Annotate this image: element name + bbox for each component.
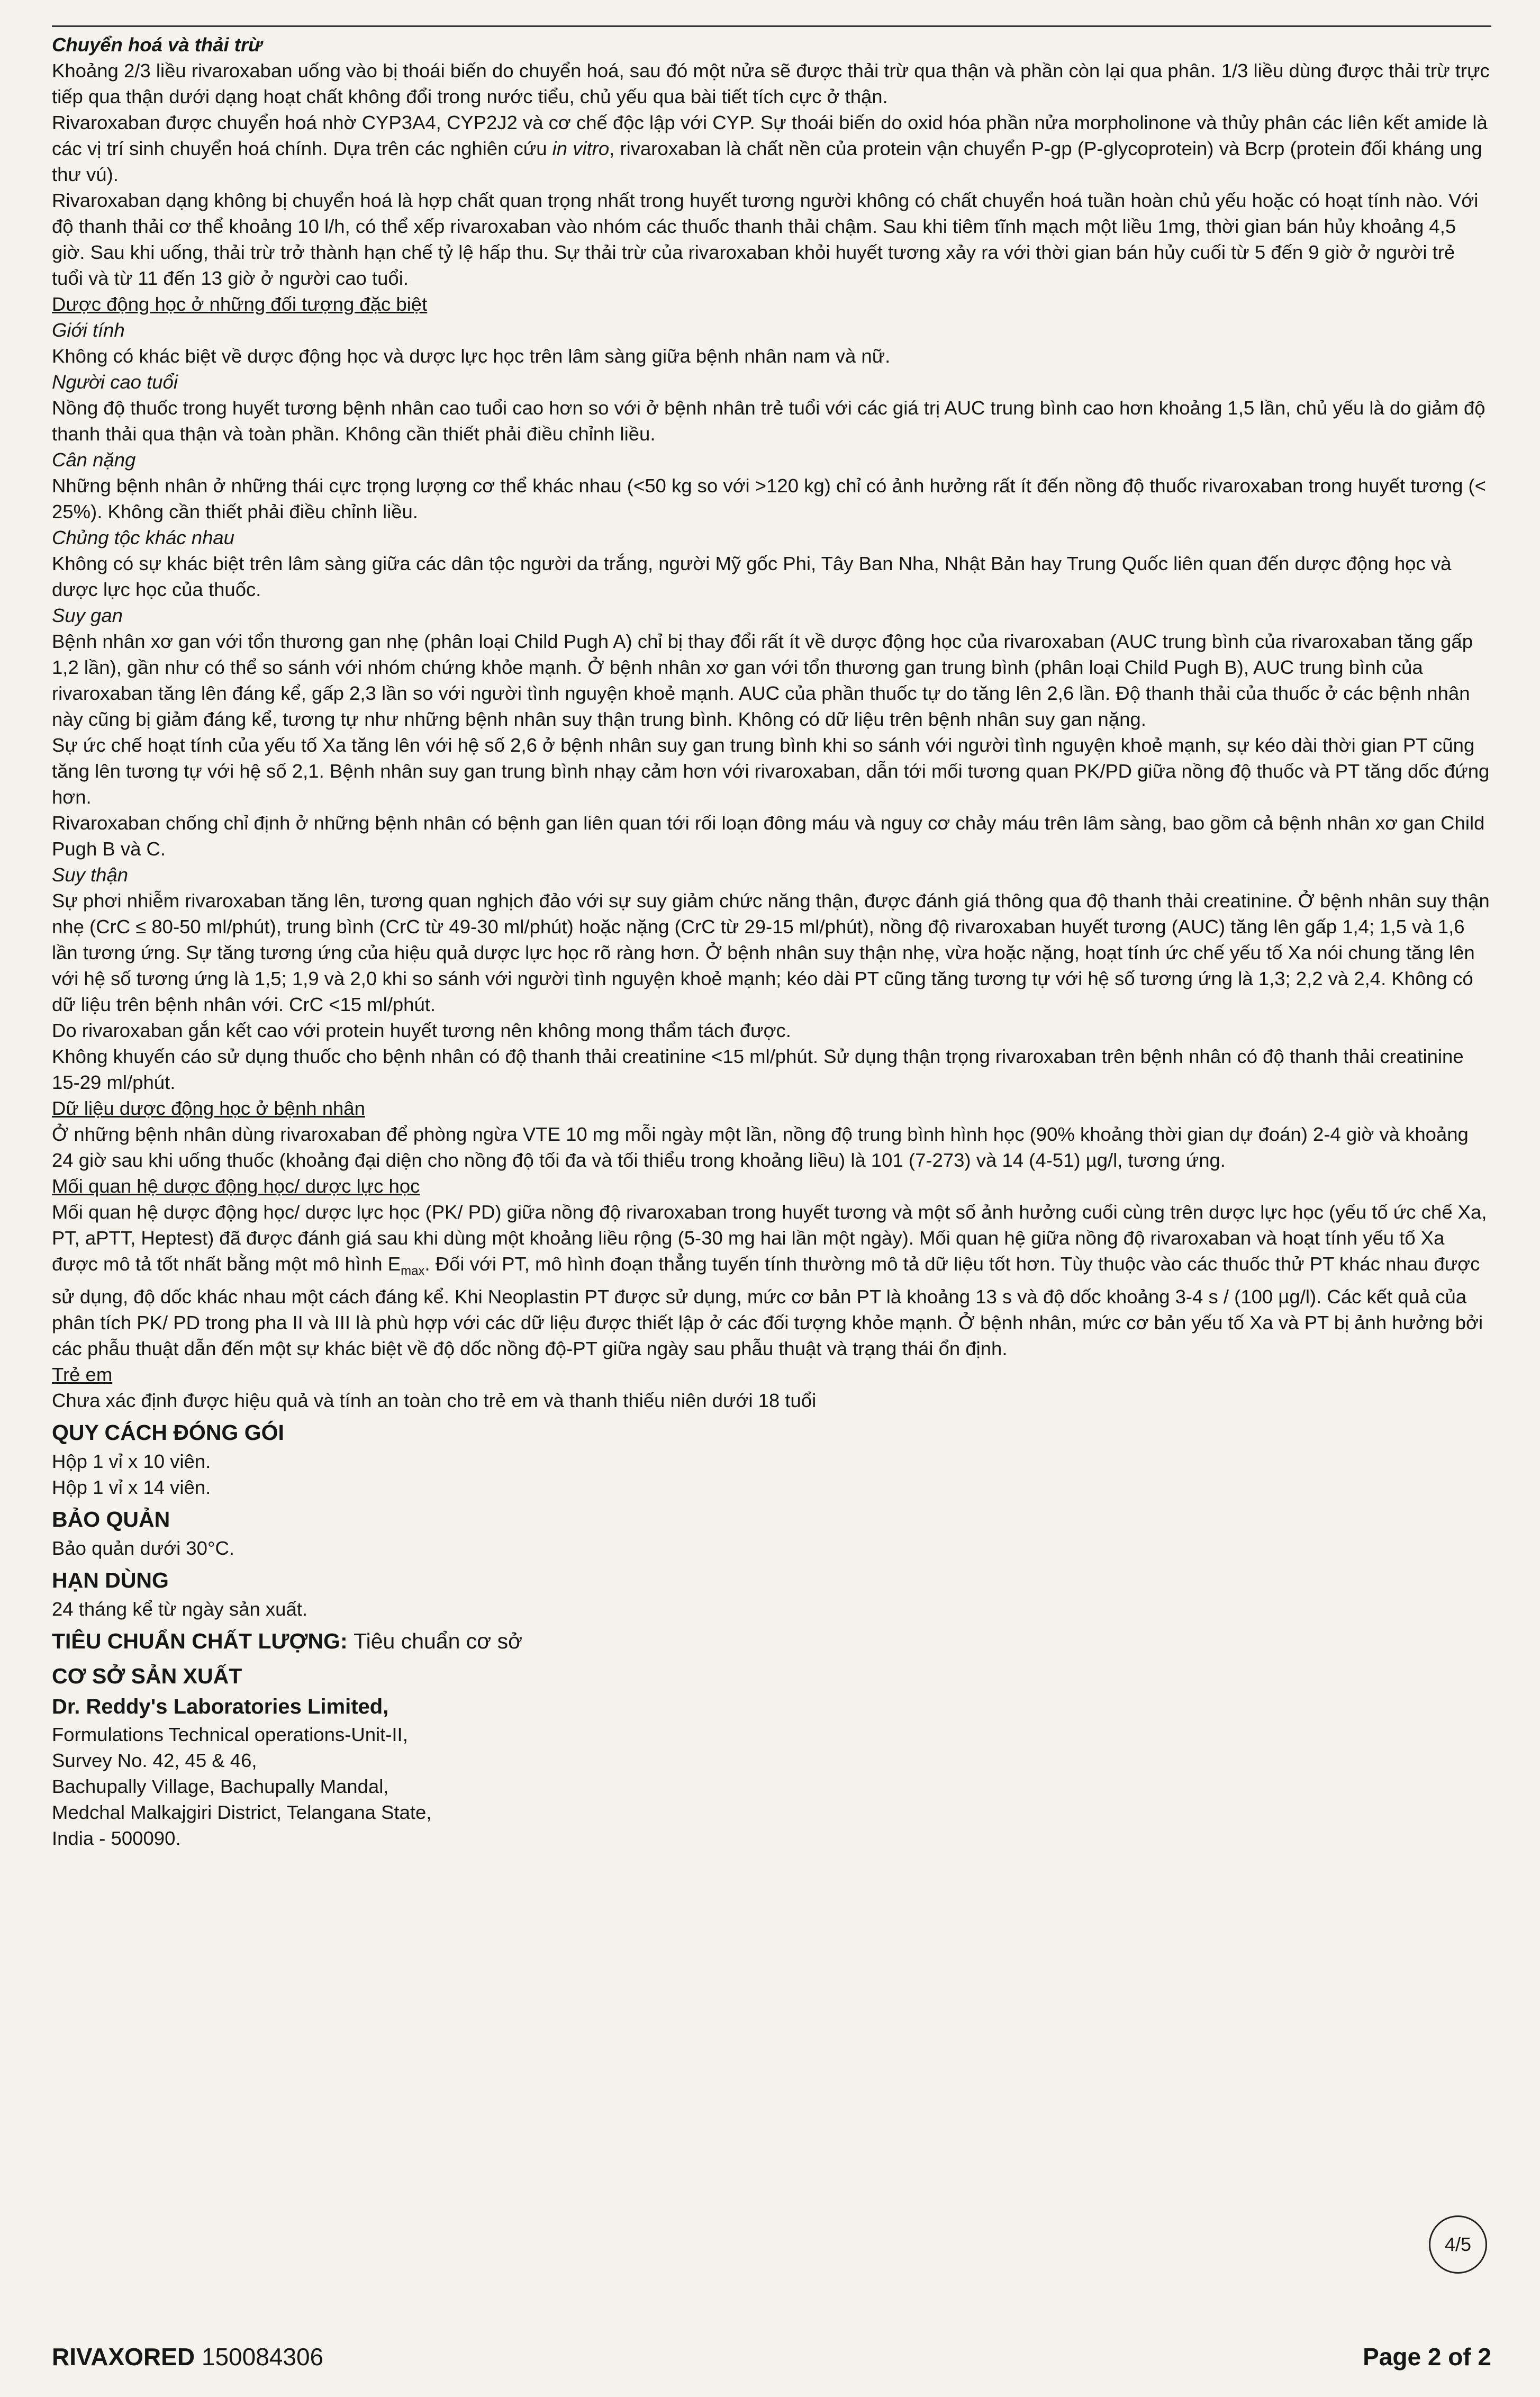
section-title-patient-data: Dữ liệu dược động học ở bệnh nhân [52, 1097, 365, 1119]
paragraph: Ở những bệnh nhân dùng rivaroxaban để phòng ngừa VTE 10 mg mỗi ngày một lần, nồng độ trung bình hình học (90% khoảng thời gian dự đoán) 2-4 giờ và khoảng 24 giờ sau khi uống thuốc (khoảng đại diện cho nồng độ tối đa và tối thiểu trong khoảng liều) là 101 (7-273) và 14 (4-51) µg/l, tương ứng. [52, 1123, 1469, 1171]
paragraph: Nồng độ thuốc trong huyết tương bệnh nhân cao tuổi cao hơn so với ở bệnh nhân trẻ tuổi với các giá trị AUC trung bình cao hơn khoảng 1,5 lần, chủ yếu là do giảm độ thanh thải qua thận và toàn phần. Không cần thiết phải điều chỉnh liều. [52, 397, 1485, 445]
footer-page-number: Page 2 of 2 [1363, 2343, 1491, 2371]
paragraph: 24 tháng kể từ ngày sản xuất. [52, 1598, 308, 1620]
address-line: Bachupally Village, Bachupally Mandal, [52, 1776, 389, 1798]
address-line: Medchal Malkajgiri District, Telangana State, [52, 1801, 432, 1824]
paragraph: Những bệnh nhân ở những thái cực trọng lượng cơ thể khác nhau (<50 kg so với >120 kg) chỉ có ảnh hưởng rất ít đến nồng độ thuốc rivaroxaban trong huyết tương (< 25%). Không cần thiết phải điều chỉnh liều. [52, 475, 1486, 522]
paragraph: Rivaroxaban được chuyển hoá nhờ CYP3A4, CYP2J2 và cơ chế độc lập với CYP. Sự thoái biến do oxid hóa phần nửa morpholinone và thủy phân các liên kết amide là các vị trí sinh chuyển hoá chính. Dựa trên các nghiên cứu in vitro, rivaroxaban là chất nền của protein vận chuyển P-gp (P-glycoprotein) và Bcrp (protein đối kháng ung thư vú). [52, 112, 1488, 185]
paragraph: Không khuyến cáo sử dụng thuốc cho bệnh nhân có độ thanh thải creatinine <15 ml/phút. Sử dụng thận trọng rivaroxaban trên bệnh nhân có độ thanh thải creatinine 15-29 ml/phút. [52, 1046, 1464, 1093]
list-item: Hộp 1 vỉ x 14 viên. [52, 1476, 211, 1499]
paragraph: Khoảng 2/3 liều rivaroxaban uống vào bị thoái biến do chuyển hoá, sau đó một nửa sẽ được thải trừ qua thận và phần còn lại qua phân. 1/3 liều dùng được thải trừ trực tiếp qua thận dưới dạng hoạt chất không đổi trong nước tiểu, chủ yếu qua bài tiết tích cực ở thận. [52, 60, 1490, 107]
paragraph: Bệnh nhân xơ gan với tổn thương gan nhẹ (phân loại Child Pugh A) chỉ bị thay đổi rất ít về dược động học của rivaroxaban (AUC trung bình của rivaroxaban tăng gấp 1,2 lần), gần như có thể so sánh với nhóm chứng khỏe mạnh. Ở bệnh nhân xơ gan với tổn thương gan trung bình (phân loại Child Pugh B), AUC trung bình của rivaroxaban tăng lên đáng kể, gấp 2,3 lần so với người tình nguyện khoẻ mạnh. AUC của phần thuốc tự do tăng lên 2,6 lần. Độ thanh thải của thuốc ở các bệnh nhân này cũng bị giảm đáng kể, tương tự như những bệnh nhân suy thận trung bình. Không có dữ liệu trên bệnh nhân suy gan nặng. [52, 630, 1473, 730]
page-marker: 4/5 [1429, 2215, 1487, 2274]
paragraph: Sự ức chế hoạt tính của yếu tố Xa tăng lên với hệ số 2,6 ở bệnh nhân suy gan trung bình khi so sánh với người tình nguyện khoẻ mạnh, sự kéo dài thời gian PT cũng tăng lên tương tự với hệ số 2,1. Bệnh nhân suy gan trung bình nhạy cảm hơn với rivaroxaban, dẫn tới mối tương quan PK/PD giữa nồng độ thuốc và PT tăng dốc đứng hơn. [52, 734, 1490, 808]
footer [52, 2341, 1491, 2373]
paragraph: Không có khác biệt về dược động học và dược lực học trên lâm sàng giữa bệnh nhân nam và nữ. [52, 345, 891, 367]
address-line: Survey No. 42, 45 & 46, [52, 1750, 257, 1772]
manufacturer-name: Dr. Reddy's Laboratories Limited, [52, 1695, 389, 1719]
section-title-manufacturer: CƠ SỞ SẢN XUẤT [52, 1664, 242, 1689]
paragraph: Bảo quản dưới 30°C. [52, 1537, 235, 1560]
section-title-packing: QUY CÁCH ĐÓNG GÓI [52, 1420, 284, 1445]
footer-brand: RIVAXORED [52, 2343, 195, 2371]
paragraph: Do rivaroxaban gắn kết cao với protein huyết tương nên không mong thẩm tách được. [52, 1020, 791, 1041]
section-title-metabolism: Chuyển hoá và thải trừ [52, 34, 262, 56]
paragraph: Không có sự khác biệt trên lâm sàng giữa các dân tộc người da trắng, người Mỹ gốc Phi, Tây Ban Nha, Nhật Bản hay Trung Quốc liên quan đến dược động học và dược lực học của thuốc. [52, 553, 1452, 600]
paragraph: Chưa xác định được hiệu quả và tính an toàn cho trẻ em và thanh thiếu niên dưới 18 tuổi [52, 1390, 817, 1412]
section-title-pkpd: Mối quan hệ dược động học/ dược lực học [52, 1175, 420, 1197]
paragraph: Mối quan hệ dược động học/ dược lực học (PK/ PD) giữa nồng độ rivaroxaban trong huyết tương và một số ảnh hưởng cuối cùng trên dược lực học (yếu tố ức chế Xa, PT, aPTT, Heptest) đã được đánh giá sau khi dùng một khoảng liều rộng (5-30 mg hai lần một ngày). Mối quan hệ giữa nồng độ rivaroxaban và hoạt tính yếu tố Xa được mô tả tốt nhất bằng một mô hình $E_{max}$. Đối với PT, mô hình đoạn thẳng tuyến tính thường mô tả dữ liệu tốt hơn. Tùy thuộc vào các thuốc thử PT khác nhau được sử dụng, độ dốc khác nhau một cách đáng kể. Khi Neoplastin PT được sử dụng, mức cơ bản PT là khoảng 13 s và độ dốc khoảng 3-4 s / (100 µg/l). Các kết quả của phân tích PK/ PD trong pha II và III là phù hợp với các dữ liệu được thiết lập ở các đối tượng khỏe mạnh. Ở bệnh nhân, mức cơ bản yếu tố Xa và PT bị ảnh hưởng bởi các phẫu thuật dẫn đến một sự khác biệt về độ dốc nồng độ-PT giữa ngày sau phẫu thuật và trạng thái ổn định. [52, 1201, 1487, 1360]
section-title-expiry: HẠN DÙNG [52, 1568, 169, 1593]
section-title-standard: TIÊU CHUẨN CHẤT LƯỢNG: Tiêu chuẩn cơ sở [52, 1629, 522, 1654]
paragraph: Rivaroxaban dạng không bị chuyển hoá là hợp chất quan trọng nhất trong huyết tương người không có chất chuyển hoá tuần hoàn chủ yếu hoặc có hoạt tính nào. Với độ thanh thải cơ thể khoảng 10 l/h, có thể xếp rivaroxaban vào nhóm các thuốc thanh thải chậm. Sau khi tiêm tĩnh mạch một liều 1mg, thời gian bán hủy khoảng 4,5 giờ. Sau khi uống, thải trừ trở thành hạn chế tỷ lệ hấp thu. Sự thải trừ của rivaroxaban khỏi huyết tương xảy ra với thời gian bán hủy cuối từ 5 đến 9 giờ ở người trẻ tuổi và từ 11 đến 13 giờ ở người cao tuổi. [52, 190, 1479, 289]
subsection-title: Cân nặng [52, 449, 136, 471]
subsection-title: Giới tính [52, 319, 125, 341]
address-line: India - 500090. [52, 1827, 181, 1850]
subsection-title: Chủng tộc khác nhau [52, 527, 234, 548]
footer-code: 150084306 [201, 2343, 324, 2371]
paragraph: Rivaroxaban chống chỉ định ở những bệnh nhân có bệnh gan liên quan tới rối loạn đông máu và nguy cơ chảy máu trên lâm sàng, bao gồm cả bệnh nhân xơ gan Child Pugh B và C. [52, 812, 1485, 860]
address-line: Formulations Technical operations-Unit-II, [52, 1724, 408, 1746]
document-body [52, 32, 1491, 1851]
subsection-title: Người cao tuổi [52, 371, 178, 393]
subsection-title: Suy thận [52, 864, 129, 886]
subsection-title: Suy gan [52, 605, 123, 626]
paragraph: Sự phơi nhiễm rivaroxaban tăng lên, tương quan nghịch đảo với sự suy giảm chức năng thận, được đánh giá thông qua độ thanh thải creatinine. Ở bệnh nhân suy thận nhẹ (CrC ≤ 80-50 ml/phút), trung bình (CrC từ 49-30 ml/phút) hoặc nặng (CrC từ 29-15 ml/phút), nồng độ rivaroxaban huyết tương (AUC) tăng lên gấp 1,4; 1,5 và 1,6 lần tương ứng. Sự tăng tương ứng của hiệu quả dược lực học rõ ràng hơn. Ở bệnh nhân suy thận nhẹ, vừa hoặc nặng, hoạt tính ức chế yếu tố Xa nói chung tăng lên với hệ số tương ứng là 1,5; 1,9 và 2,0 khi so sánh với người tình nguyện khoẻ mạnh; kéo dài PT cũng tăng tương tự với hệ số tương ứng là 1,3; 2,2 và 2,4. Không có dữ liệu trên bệnh nhân với. CrC <15 ml/phút. [52, 890, 1490, 1015]
list-item: Hộp 1 vỉ x 10 viên. [52, 1450, 211, 1473]
section-title-storage: BẢO QUẢN [52, 1507, 170, 1532]
section-title-special-populations: Dược động học ở những đối tượng đặc biệt [52, 293, 428, 315]
section-title-children: Trẻ em [52, 1364, 113, 1386]
top-rule [52, 25, 1491, 27]
